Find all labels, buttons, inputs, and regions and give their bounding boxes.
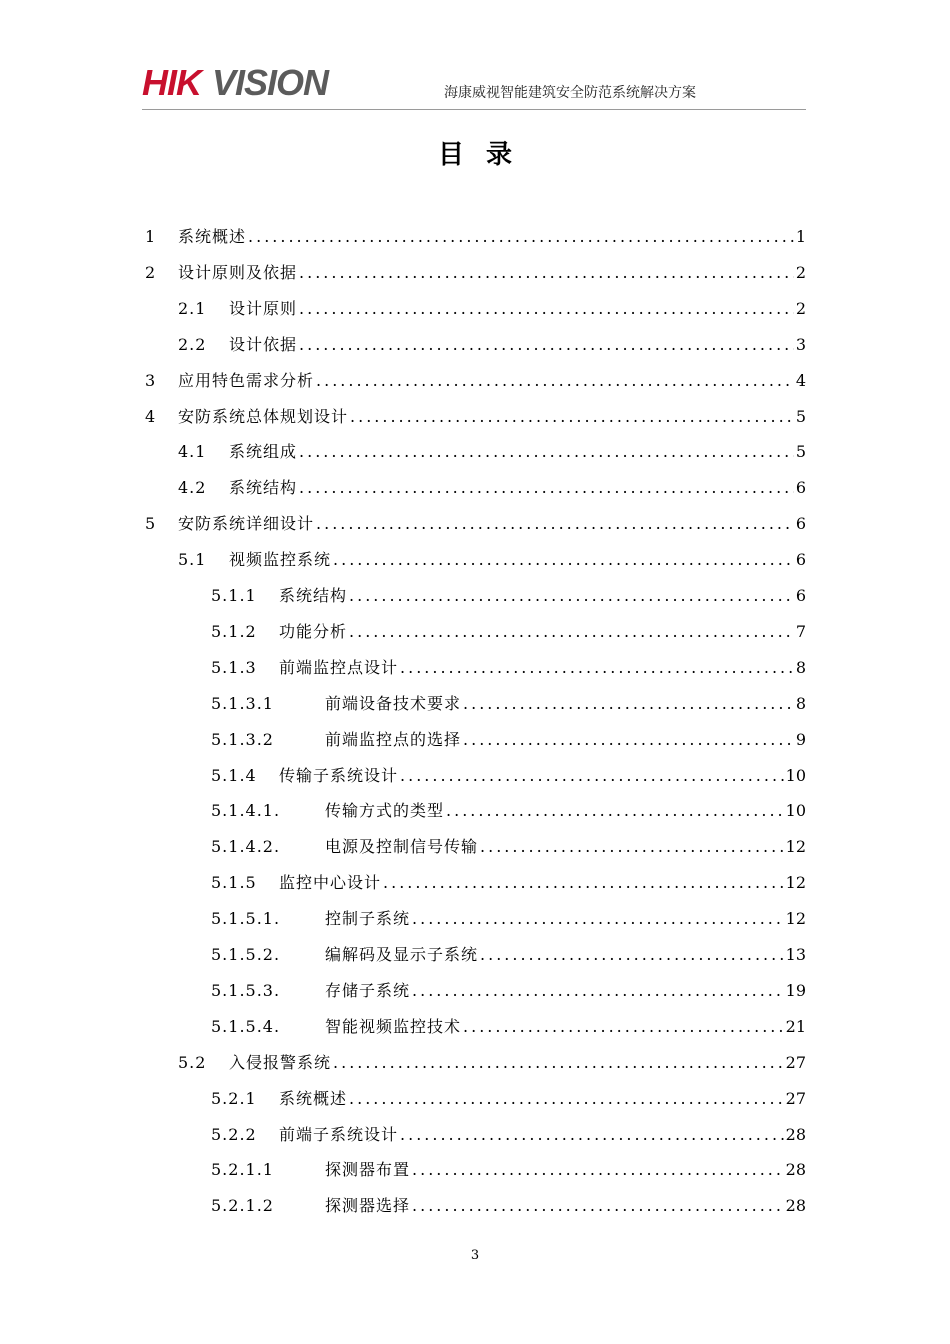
toc-entry-number: 5.2.1.1 (211, 1160, 274, 1180)
toc-entry-page: 10 (785, 801, 806, 821)
toc-dot-leader (316, 509, 794, 539)
toc-dot-leader (400, 1120, 784, 1150)
toc-entry-title: 系统概述 (279, 1088, 348, 1108)
toc-entry-number: 1 (145, 227, 157, 246)
toc-entry-number: 5.1.5.2. (211, 945, 281, 964)
toc-dot-leader (463, 689, 794, 719)
toc-entry-number: 5.1.4.2. (211, 837, 281, 857)
toc-entry-title: 前端监控点设计 (279, 657, 399, 677)
toc-entry-number: 4.1 (178, 442, 207, 462)
toc-entry-page: 7 (795, 621, 806, 641)
toc-dot-leader (333, 545, 794, 575)
svg-text:HIK: HIK (142, 64, 201, 102)
toc-dot-leader (333, 1048, 784, 1078)
toc-dot-leader (463, 725, 794, 755)
toc-entry-title: 传输方式的类型 (325, 801, 445, 821)
toc-entry-number: 2.1 (178, 298, 207, 318)
toc-entry[interactable] (211, 1084, 806, 1114)
document-header-title: 海康威视智能建筑安全防范系统解决方案 (444, 85, 696, 101)
toc-entry-page: 28 (785, 1124, 806, 1144)
svg-text:VISION: VISION (212, 64, 329, 102)
toc-entry-page: 19 (785, 980, 806, 1000)
toc-entry[interactable] (211, 1012, 806, 1042)
toc-entry-title: 安防系统详细设计 (178, 514, 315, 534)
toc-entry-title: 前端设备技术要求 (325, 693, 462, 713)
toc-entry-page: 27 (785, 1052, 806, 1072)
toc-entry[interactable] (178, 294, 806, 324)
toc-entry-page: 4 (795, 370, 806, 390)
toc-entry[interactable] (145, 222, 806, 252)
toc-entry-title: 应用特色需求分析 (178, 370, 315, 390)
toc-entry-title: 电源及控制信号传输 (325, 837, 479, 857)
toc-dot-leader (446, 796, 784, 826)
toc-entry-title: 视频监控系统 (229, 550, 332, 570)
toc-dot-leader (316, 366, 794, 396)
toc-entry-title: 设计依据 (229, 334, 298, 354)
toc-entry-number: 5.1.2 (211, 621, 257, 641)
toc-dot-leader (299, 294, 794, 324)
toc-heading: 目录 (437, 140, 534, 170)
toc-entry-page: 2 (795, 298, 806, 318)
toc-entry[interactable] (145, 366, 806, 396)
toc-entry-number: 5.2.1 (211, 1088, 257, 1108)
toc-dot-leader (383, 868, 784, 898)
toc-entry-number: 3 (145, 370, 157, 390)
toc-entry-title: 探测器布置 (325, 1160, 411, 1180)
toc-entry-page: 27 (785, 1088, 806, 1108)
toc-entry-number: 5.2 (178, 1052, 207, 1072)
toc-dot-leader (299, 258, 794, 288)
toc-dot-leader (349, 581, 794, 611)
toc-entry-title: 系统结构 (229, 478, 298, 498)
toc-dot-leader (349, 617, 794, 647)
toc-entry-title: 安防系统总体规划设计 (178, 406, 349, 426)
toc-entry-page: 5 (795, 406, 806, 426)
hikvision-logo (142, 64, 352, 102)
toc-entry-title: 功能分析 (279, 621, 348, 641)
toc-entry-title: 智能视频监控技术 (325, 1016, 462, 1036)
toc-entry-page: 1 (795, 227, 806, 246)
toc-entry[interactable] (211, 725, 806, 755)
toc-entry[interactable] (178, 1048, 806, 1078)
toc-dot-leader (480, 940, 784, 970)
toc-entry-page: 9 (795, 729, 806, 749)
toc-entry[interactable] (211, 868, 806, 898)
toc-entry-number: 5.1.1 (211, 586, 257, 605)
toc-entry[interactable] (211, 904, 806, 934)
toc-entry[interactable] (211, 940, 806, 970)
toc-entry-number: 4.2 (178, 478, 207, 498)
toc-entry-page: 6 (795, 550, 806, 570)
toc-entry-title: 系统结构 (279, 586, 348, 605)
toc-entry-title: 传输子系统设计 (279, 765, 399, 785)
toc-entry[interactable] (145, 509, 806, 539)
toc-entry-title: 编解码及显示子系统 (325, 945, 479, 964)
toc-entry-title: 前端监控点的选择 (325, 729, 462, 749)
toc-entry-number: 5.2.2 (211, 1124, 257, 1144)
toc-entry-number: 5.1.4 (211, 765, 257, 785)
toc-entry-number: 4 (145, 406, 157, 426)
toc-dot-leader (248, 222, 794, 252)
toc-dot-leader (350, 402, 794, 432)
toc-dot-leader (349, 1084, 784, 1114)
toc-entry-title: 存储子系统 (325, 980, 411, 1000)
toc-entry-page: 8 (795, 693, 806, 713)
toc-entry[interactable] (211, 761, 806, 791)
toc-entry[interactable] (211, 581, 806, 611)
toc-entry-number: 5.1.4.1. (211, 801, 281, 821)
toc-entry-title: 系统概述 (178, 227, 247, 246)
toc-entry-number: 5.1 (178, 550, 207, 570)
toc-entry[interactable] (211, 689, 806, 719)
toc-entry-page: 5 (795, 442, 806, 462)
toc-entry[interactable] (211, 832, 806, 862)
toc-entry-page: 28 (785, 1196, 806, 1216)
toc-dot-leader (412, 1155, 784, 1185)
toc-entry[interactable] (211, 1155, 806, 1185)
toc-entry[interactable] (211, 976, 806, 1006)
toc-entry-number: 5.1.3 (211, 657, 257, 677)
toc-entry-number: 5.1.5.4. (211, 1016, 281, 1036)
toc-entry-title: 系统组成 (229, 442, 298, 462)
toc-entry[interactable] (211, 1191, 806, 1221)
toc-dot-leader (400, 761, 784, 791)
toc-entry-page: 21 (785, 1016, 806, 1036)
toc-dot-leader (412, 976, 784, 1006)
toc-entry-page: 2 (795, 262, 806, 282)
page-number: 3 (470, 1248, 480, 1263)
toc-entry[interactable] (178, 437, 806, 467)
toc-dot-leader (463, 1012, 784, 1042)
toc-entry[interactable] (178, 330, 806, 360)
toc-entry-page: 10 (785, 765, 806, 785)
toc-entry-title: 设计原则及依据 (178, 262, 298, 282)
toc-entry-number: 5.1.5.3. (211, 980, 281, 1000)
toc-entry[interactable] (211, 796, 806, 826)
toc-entry-page: 6 (795, 514, 806, 534)
toc-entry[interactable] (145, 402, 806, 432)
toc-entry-number: 5.1.3.1 (211, 693, 274, 713)
toc-entry-number: 5.1.5 (211, 873, 257, 893)
toc-dot-leader (480, 832, 784, 862)
toc-entry-title: 监控中心设计 (279, 873, 382, 893)
toc-entry-page: 6 (795, 586, 806, 605)
toc-entry-title: 前端子系统设计 (279, 1124, 399, 1144)
toc-entry-page: 6 (795, 478, 806, 498)
toc-entry-page: 3 (795, 334, 806, 354)
toc-entry[interactable] (211, 1120, 806, 1150)
toc-entry-number: 2.2 (178, 334, 207, 354)
toc-entry[interactable] (145, 258, 806, 288)
toc-entry-title: 入侵报警系统 (229, 1052, 332, 1072)
toc-entry-number: 5 (145, 514, 157, 534)
header-divider (142, 109, 806, 110)
toc-entry-title: 设计原则 (229, 298, 298, 318)
toc-entry-number: 5.1.5.1. (211, 909, 281, 929)
toc-entry[interactable] (211, 653, 806, 683)
toc-entry-page: 8 (795, 657, 806, 677)
toc-entry[interactable] (211, 617, 806, 647)
toc-dot-leader (299, 330, 794, 360)
toc-entry-number: 5.1.3.2 (211, 729, 274, 749)
toc-entry[interactable] (178, 545, 806, 575)
toc-entry-page: 12 (785, 873, 806, 893)
toc-dot-leader (299, 473, 794, 503)
toc-entry-number: 2 (145, 262, 157, 282)
toc-dot-leader (400, 653, 794, 683)
toc-dot-leader (412, 1191, 784, 1221)
toc-dot-leader (412, 904, 784, 934)
toc-entry-number: 5.2.1.2 (211, 1196, 274, 1216)
toc-entry[interactable] (178, 473, 806, 503)
hikvision-logo-graphic (142, 64, 352, 102)
toc-entry-page: 12 (785, 837, 806, 857)
toc-entry-title: 控制子系统 (325, 909, 411, 929)
toc-dot-leader (299, 437, 794, 467)
toc-entry-page: 28 (785, 1160, 806, 1180)
toc-entry-title: 探测器选择 (325, 1196, 411, 1216)
toc-entry-page: 13 (785, 945, 806, 964)
toc-entry-page: 12 (785, 909, 806, 929)
